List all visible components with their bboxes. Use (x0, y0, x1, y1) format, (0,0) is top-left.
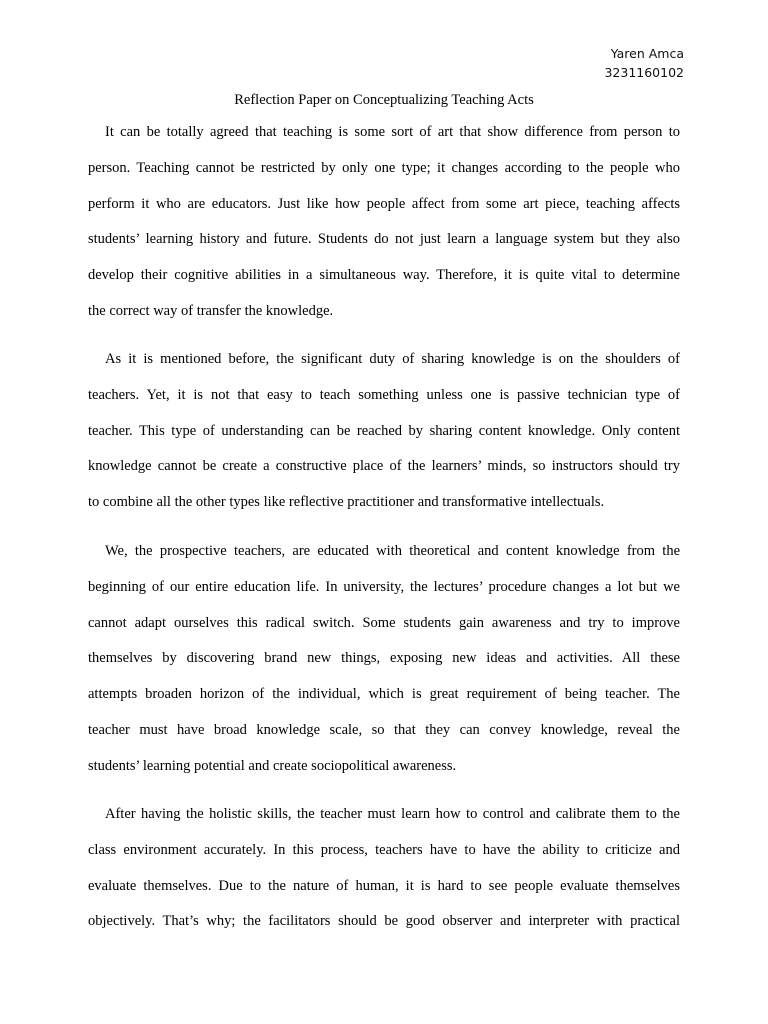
document-title: Reflection Paper on Conceptualizing Teaching Acts (234, 92, 534, 108)
paragraph-3 (88, 534, 680, 785)
paragraph-2 (88, 342, 680, 521)
paragraph-line: class environment accurately. In this process, teachers have to have the ability to criticize and (88, 841, 680, 858)
paragraph-line: objectively. That’s why; the facilitators should be good observer and interpreter with practical (88, 913, 680, 930)
paragraph-line: teacher. This type of understanding can be reached by sharing content knowledge. Only content (88, 422, 680, 439)
paragraph-line: students’ learning history and future. Students do not just learn a language system but they also (88, 231, 680, 248)
paragraph-line: cannot adapt ourselves this radical switch. Some students gain awareness and try to improve (88, 614, 680, 631)
paragraph-line: perform it who are educators. Just like how people affect from some art piece, teaching affects (88, 195, 680, 212)
paragraph-line: teachers. Yet, it is not that easy to teach something unless one is passive technician type of (88, 386, 680, 403)
paragraph-line: As it is mentioned before, the significant duty of sharing knowledge is on the shoulders of (105, 351, 680, 367)
paragraph-line: teacher must have broad knowledge scale, so that they can convey knowledge, reveal the (88, 721, 680, 738)
paragraph-line: We, the prospective teachers, are educated with theoretical and content knowledge from the (105, 543, 680, 559)
author-header (604, 44, 684, 82)
paragraph-line: It can be totally agreed that teaching is some sort of art that show difference from person to (105, 124, 680, 140)
paragraph-1 (88, 115, 680, 330)
paragraph-line: person. Teaching cannot be restricted by only one type; it changes according to the people who (88, 159, 680, 176)
paragraph-line: to combine all the other types like reflective practitioner and transformative intellectuals. (88, 494, 605, 511)
paragraph-line: develop their cognitive abilities in a simultaneous way. Therefore, it is quite vital to determine (88, 267, 680, 284)
author-name: Yaren Amca (610, 46, 684, 61)
paragraph-line: beginning of our entire education life. In university, the lectures’ procedure changes a lot but we (88, 578, 680, 595)
student-id: 3231160102 (604, 65, 684, 80)
paragraph-4 (88, 797, 680, 940)
paragraph-line: knowledge cannot be create a constructive place of the learners’ minds, so instructors should try (88, 458, 680, 475)
paragraph-line: After having the holistic skills, the teacher must learn how to control and calibrate them to the (105, 806, 680, 822)
paragraph-line: the correct way of transfer the knowledge. (88, 302, 334, 319)
paragraph-line: attempts broaden horizon of the individual, which is great requirement of being teacher. The (88, 686, 680, 703)
paragraph-line: evaluate themselves. Due to the nature of human, it is hard to see people evaluate themselves (88, 877, 680, 894)
paragraph-line: themselves by discovering brand new things, exposing new ideas and activities. All these (88, 650, 680, 667)
paragraph-line: students’ learning potential and create sociopolitical awareness. (88, 757, 457, 774)
